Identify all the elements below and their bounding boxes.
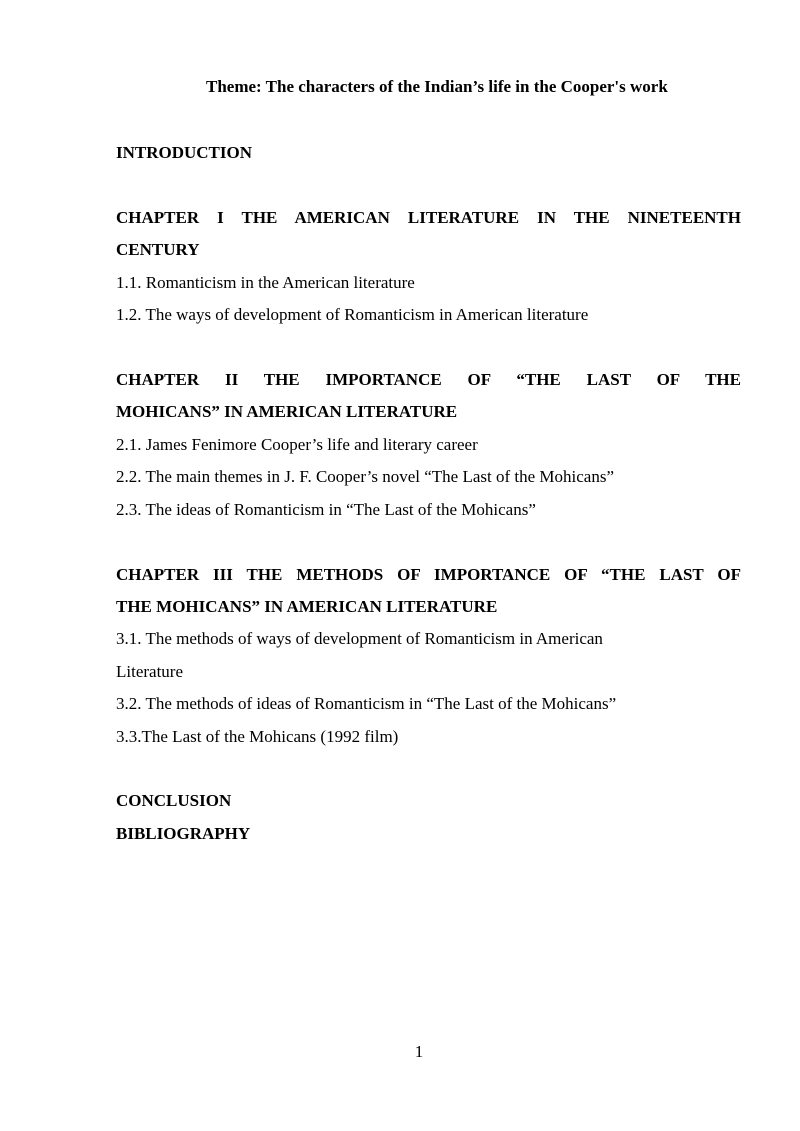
toc-item-3-3: 3.3.The Last of the Mohicans (1992 film) [116,727,399,746]
chapter-2-heading-line-2: MOHICANS” IN AMERICAN LITERATURE [116,402,458,421]
chapter-2-heading-line-1: CHAPTER II THE IMPORTANCE OF “THE LAST OF THE [116,370,741,389]
chapter-1-heading-line-1: CHAPTER I THE AMERICAN LITERATURE IN THE NINETEENTH [116,208,741,227]
introduction-heading: INTRODUCTION [116,143,253,162]
toc-item-2-2: 2.2. The main themes in J. F. Cooper’s novel “The Last of the Mohicans” [116,467,614,486]
conclusion-heading: CONCLUSION [116,791,232,810]
bibliography-heading: BIBLIOGRAPHY [116,824,251,843]
theme-title: Theme: The characters of the Indian’s life in the Cooper's work [206,77,668,96]
toc-item-3-1: 3.1. The methods of ways of development of Romanticism in American [116,629,603,648]
chapter-3-heading-line-1: CHAPTER III THE METHODS OF IMPORTANCE OF “THE LAST OF [116,565,741,584]
toc-item-3-2: 3.2. The methods of ideas of Romanticism in “The Last of the Mohicans” [116,694,617,713]
toc-item-3-1-continued: Literature [116,662,184,681]
chapter-3-heading-line-2: THE MOHICANS” IN AMERICAN LITERATURE [116,597,498,616]
toc-item-1-2: 1.2. The ways of development of Romanticism in American literature [116,305,589,324]
chapter-1-heading-line-2: CENTURY [116,240,200,259]
toc-item-1-1: 1.1. Romanticism in the American literature [116,273,415,292]
toc-item-2-3: 2.3. The ideas of Romanticism in “The Last of the Mohicans” [116,500,536,519]
page-number: 1 [414,1042,424,1061]
toc-item-2-1: 2.1. James Fenimore Cooper’s life and literary career [116,435,478,454]
